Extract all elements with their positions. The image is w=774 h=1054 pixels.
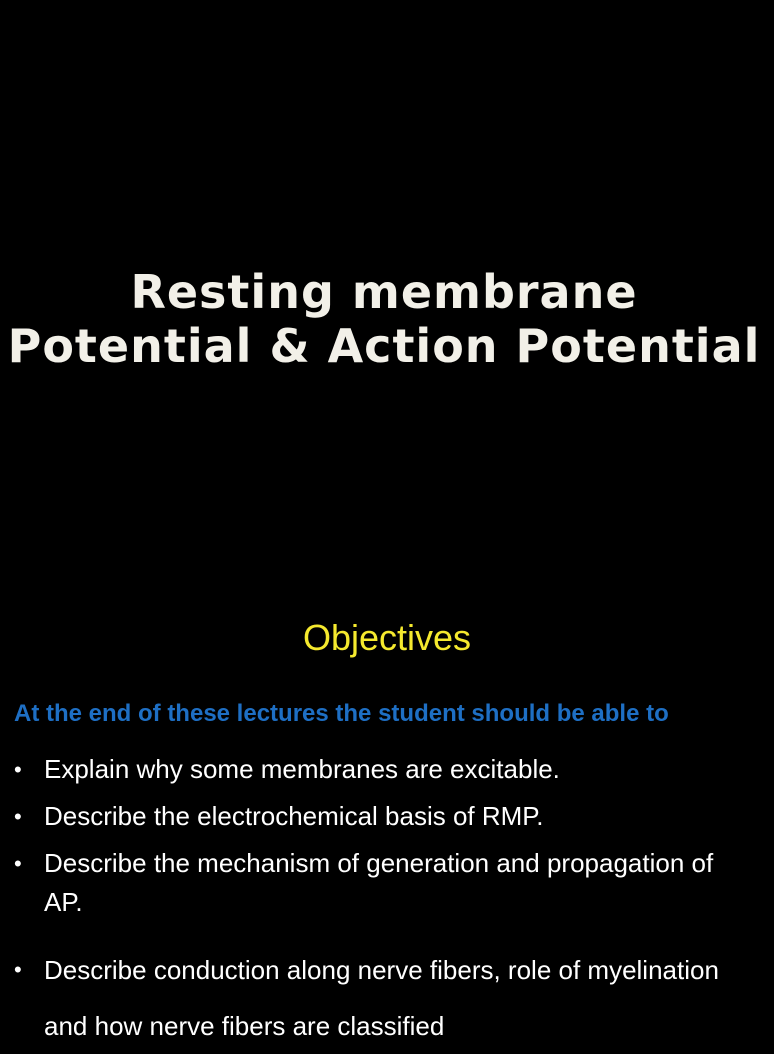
objective-bullet-2 bbox=[14, 797, 754, 836]
bullet-dot-icon: • bbox=[14, 804, 22, 829]
objective-text-4: Describe conduction along nerve fibers, role of myelination and how nerve fibers are classified bbox=[44, 955, 719, 1041]
slide-title bbox=[0, 265, 768, 373]
objective-bullet-3 bbox=[14, 844, 754, 922]
objective-text-2: Describe the electrochemical basis of RMP. bbox=[44, 801, 544, 831]
objective-bullet-1 bbox=[14, 750, 754, 789]
bullet-dot-icon: • bbox=[14, 757, 22, 782]
objectives-slide bbox=[0, 570, 768, 1041]
slide-title-line-2: Potential & Action Potential bbox=[7, 318, 761, 373]
slide-title-line-1: Resting membrane bbox=[130, 264, 638, 319]
objectives-intro: At the end of these lectures the student should be able to bbox=[14, 700, 669, 727]
objective-bullet-4 bbox=[14, 942, 754, 1054]
objective-text-1: Explain why some membranes are excitable. bbox=[44, 754, 560, 784]
bullet-dot-icon: • bbox=[14, 957, 22, 982]
objective-text-3: Describe the mechanism of generation and propagation of AP. bbox=[44, 848, 714, 917]
objectives-heading: Objectives bbox=[302, 617, 472, 658]
bullet-dot-icon: • bbox=[14, 851, 22, 876]
